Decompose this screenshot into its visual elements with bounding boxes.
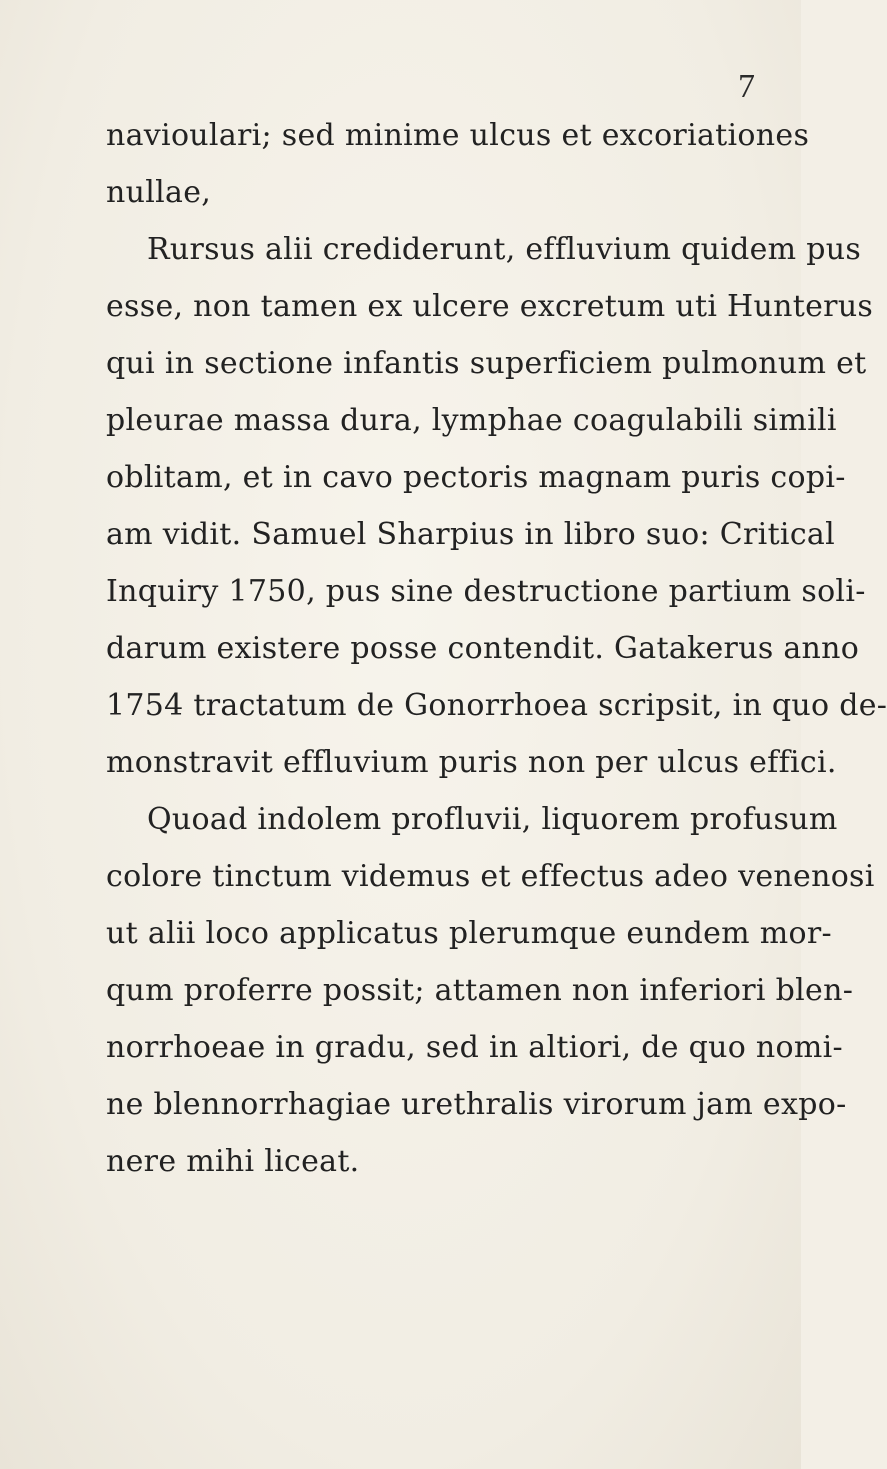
text-line: oblitam, et in cavo pectoris magnam puris copi- (106, 460, 846, 495)
text-line: am vidit. Samuel Sharpius in libro suo: Critical (106, 517, 836, 552)
text-line: nullae, (106, 175, 212, 210)
text-line: ut alii loco applicatus plerumque eundem mor- (106, 916, 832, 951)
text-line: qum proferre possit; attamen non inferiori blen- (106, 973, 854, 1008)
text-line: navioulari; sed minime ulcus et excoriationes (106, 118, 810, 153)
text-line: qui in sectione infantis superficiem pulmonum et (106, 346, 867, 381)
text-line: Rursus alii crediderunt, effluvium quidem pus (147, 232, 862, 267)
text-line: 1754 tractatum de Gonorrhoea scripsit, in quo de- (106, 688, 887, 723)
text-line: esse, non tamen ex ulcere excretum uti Hunterus (106, 289, 874, 324)
text-line: pleurae massa dura, lymphae coagulabili simili (106, 403, 837, 438)
text-line: monstravit effluvium puris non per ulcus effici. (106, 745, 837, 780)
text-line: Quoad indolem profluvii, liquorem profusum (147, 802, 838, 837)
text-line: norrhoeae in gradu, sed in altiori, de quo nomi- (106, 1030, 843, 1065)
text-line: Inquiry 1750, pus sine destructione partium soli- (106, 574, 866, 609)
text-line: darum existere posse contendit. Gatakerus anno (106, 631, 860, 666)
text-line: ne blennorrhagiae urethralis virorum jam expo- (106, 1087, 847, 1122)
text-line: nere mihi liceat. (106, 1144, 360, 1179)
text-line: colore tinctum videmus et effectus adeo venenosi (106, 859, 875, 894)
page-number: 7 (738, 68, 755, 105)
